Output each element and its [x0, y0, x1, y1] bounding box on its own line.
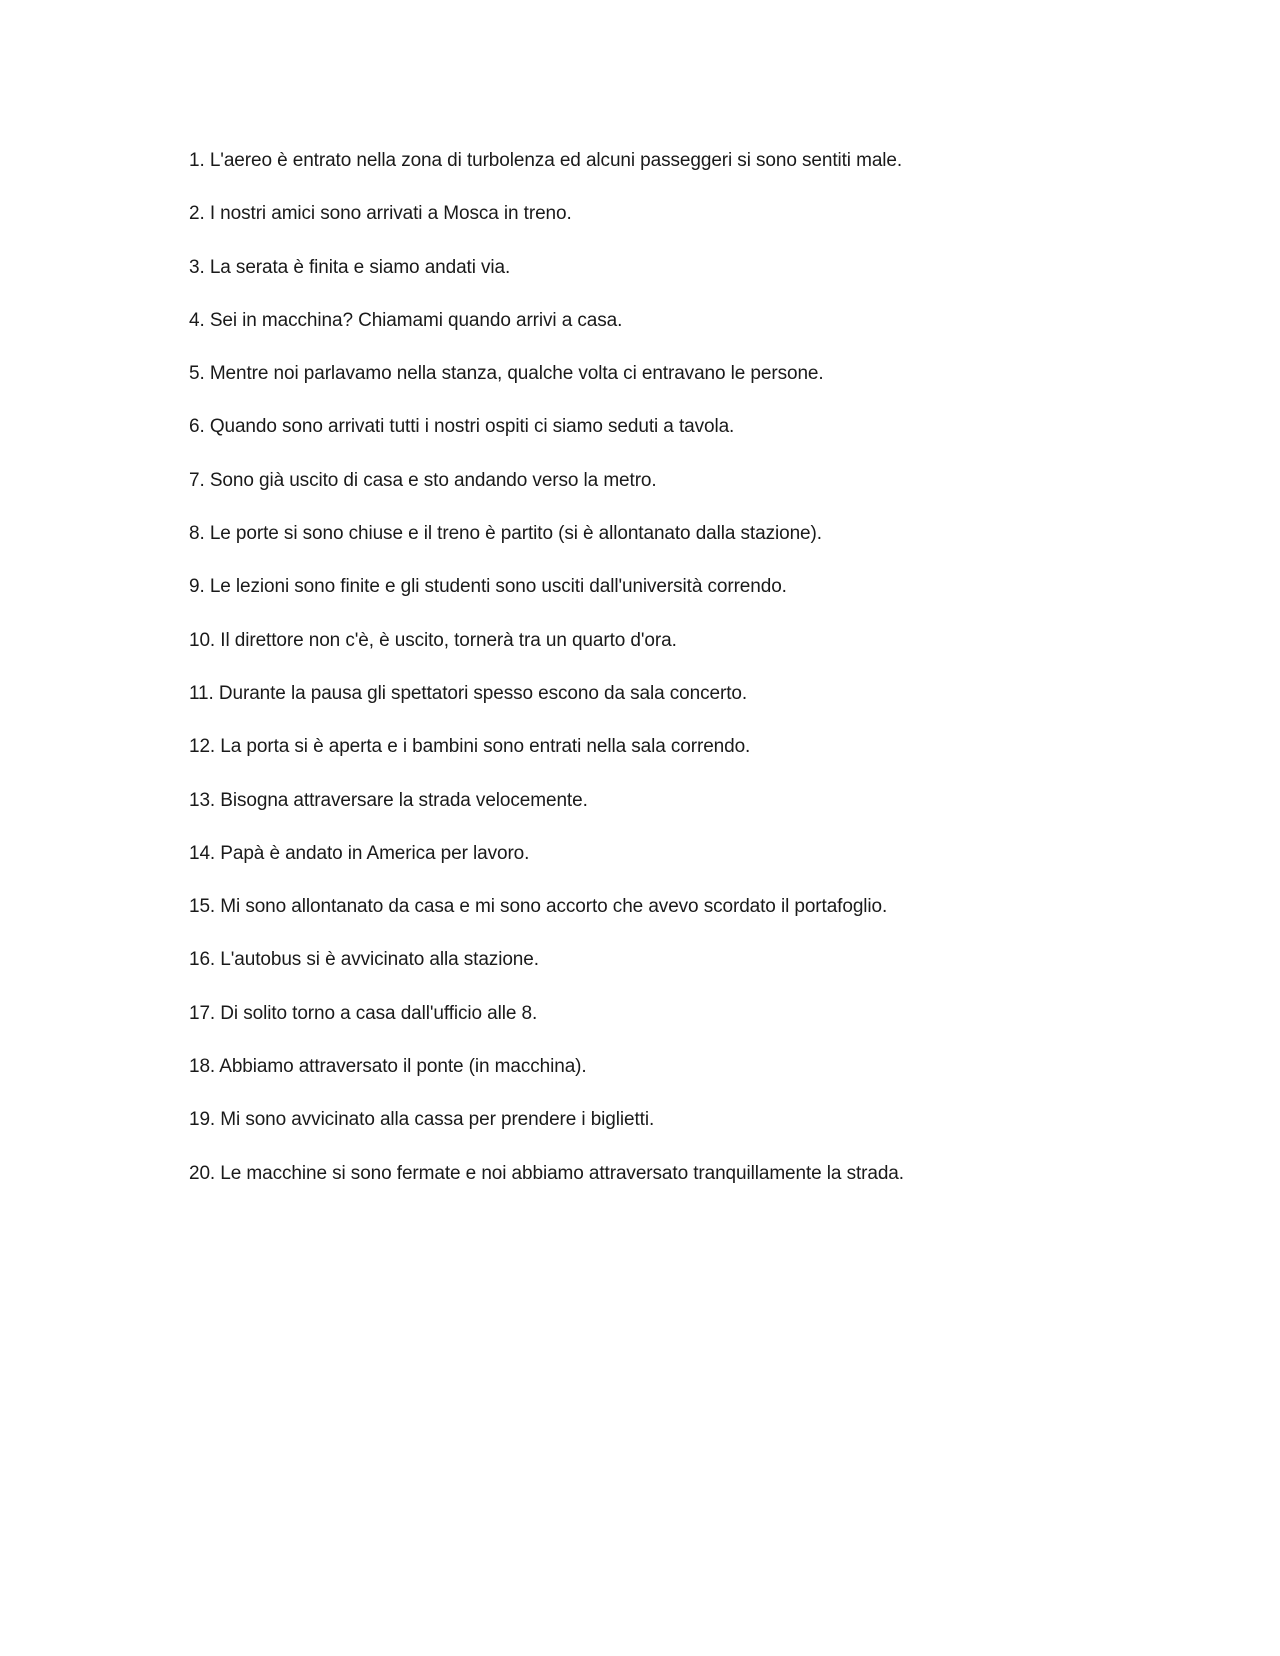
sentence-1: 1. L'aereo è entrato nella zona di turbolenza ed alcuni passeggeri si sono sentiti male. [189, 150, 903, 171]
sentence-12: 12. La porta si è aperta e i bambini sono entrati nella sala correndo. [189, 736, 751, 758]
sentence-17: 17. Di solito torno a casa dall'ufficio alle 8. [189, 1002, 538, 1024]
sentence-13: 13. Bisogna attraversare la strada velocemente. [189, 789, 588, 811]
sentence-6: 6. Quando sono arrivati tutti i nostri ospiti ci siamo seduti a tavola. [189, 416, 735, 438]
sentence-20: 20. Le macchine si sono fermate e noi abbiamo attraversato tranquillamente la strada. [189, 1162, 904, 1184]
sentence-5: 5. Mentre noi parlavamo nella stanza, qualche volta ci entravano le persone. [189, 363, 824, 385]
sentence-19: 19. Mi sono avvicinato alla cassa per prendere i biglietti. [189, 1109, 655, 1131]
sentence-18: 18. Abbiamo attraversato il ponte (in macchina). [189, 1056, 587, 1078]
sentence-9: 9. Le lezioni sono finite e gli studenti sono usciti dall'università correndo. [189, 576, 787, 598]
sentence-15: 15. Mi sono allontanato da casa e mi sono accorto che avevo scordato il portafoglio. [189, 896, 888, 918]
sentence-8: 8. Le porte si sono chiuse e il treno è partito (si è allontanato dalla stazione). [189, 523, 822, 545]
sentence-16: 16. L'autobus si è avvicinato alla stazione. [189, 949, 539, 971]
sentence-11: 11. Durante la pausa gli spettatori spesso escono da sala concerto. [189, 682, 748, 704]
sentence-list [189, 150, 1209, 1216]
sentence-14: 14. Papà è andato in America per lavoro. [189, 842, 530, 864]
sentence-2: 2. I nostri amici sono arrivati a Mosca in treno. [189, 203, 572, 225]
sentence-10: 10. Il direttore non c'è, è uscito, tornerà tra un quarto d'ora. [189, 629, 677, 651]
sentence-7: 7. Sono già uscito di casa e sto andando verso la metro. [189, 469, 657, 491]
sentence-3: 3. La serata è finita e siamo andati via. [189, 256, 511, 278]
sentence-4: 4. Sei in macchina? Chiamami quando arrivi a casa. [189, 309, 623, 331]
